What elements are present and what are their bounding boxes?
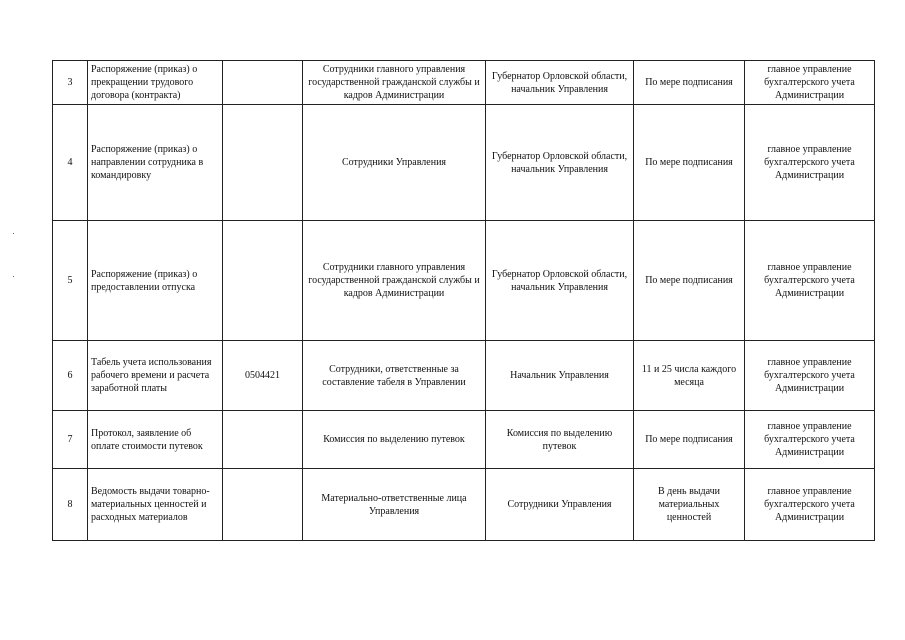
signers: Губернатор Орловской области, начальник Управления [486,105,634,221]
row-number: 8 [53,469,88,541]
signers: Комиссия по выделению путевок [486,411,634,469]
deadline: 11 и 25 числа каждого месяца [634,341,745,411]
form-code [223,221,303,341]
deadline: По мере подписания [634,221,745,341]
table-row [53,411,875,469]
form-code [223,105,303,221]
table-row [53,469,875,541]
table-row [53,61,875,105]
form-code [223,61,303,105]
recipient: главное управление бухгалтерского учета Администрации [745,105,875,221]
signers: Начальник Управления [486,341,634,411]
row-number: 3 [53,61,88,105]
document-name: Ведомость выдачи товарно-материальных ценностей и расходных материалов [88,469,223,541]
signers: Губернатор Орловской области, начальник Управления [486,221,634,341]
row-number: 6 [53,341,88,411]
table-row [53,221,875,341]
compilers: Сотрудники, ответственные за составление табеля в Управлении [303,341,486,411]
row-number: 5 [53,221,88,341]
signers: Сотрудники Управления [486,469,634,541]
document-name: Распоряжение (приказ) о предоставлении отпуска [88,221,223,341]
compilers: Сотрудники Управления [303,105,486,221]
document-name: Распоряжение (приказ) о прекращении трудового договора (контракта) [88,61,223,105]
row-number: 4 [53,105,88,221]
deadline: По мере подписания [634,105,745,221]
row-number: 7 [53,411,88,469]
form-code: 0504421 [223,341,303,411]
table-row [53,105,875,221]
recipient: главное управление бухгалтерского учета Администрации [745,411,875,469]
compilers: Сотрудники главного управления государственной гражданской службы и кадров Администрации [303,61,486,105]
table-row [53,341,875,411]
compilers: Материально-ответственные лица Управления [303,469,486,541]
recipient: главное управление бухгалтерского учета Администрации [745,221,875,341]
document-name: Распоряжение (приказ) о направлении сотрудника в командировку [88,105,223,221]
deadline: По мере подписания [634,61,745,105]
deadline: По мере подписания [634,411,745,469]
compilers: Комиссия по выделению путевок [303,411,486,469]
form-code [223,469,303,541]
compilers: Сотрудники главного управления государственной гражданской службы и кадров Администрации [303,221,486,341]
document-name: Протокол, заявление об оплате стоимости путевок [88,411,223,469]
recipient: главное управление бухгалтерского учета Администрации [745,469,875,541]
recipient: главное управление бухгалтерского учета Администрации [745,341,875,411]
form-code [223,411,303,469]
document-name: Табель учета использования рабочего времени и расчета заработной платы [88,341,223,411]
deadline: В день выдачи материальных ценностей [634,469,745,541]
document-table [52,60,875,541]
scan-speck [13,276,14,277]
scan-speck [13,233,14,234]
recipient: главное управление бухгалтерского учета Администрации [745,61,875,105]
signers: Губернатор Орловской области, начальник Управления [486,61,634,105]
